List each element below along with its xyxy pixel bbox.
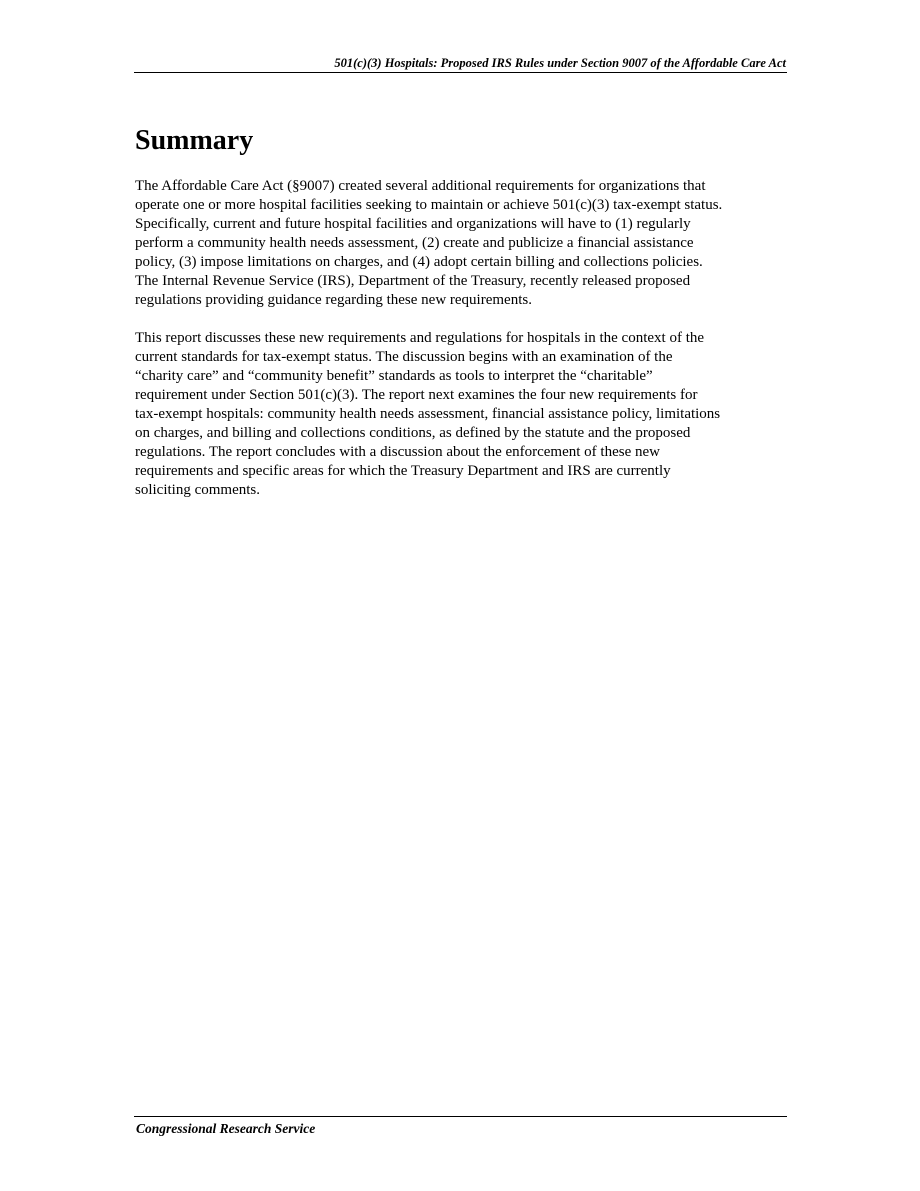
paragraph-line: perform a community health needs assessment, (2) create and publicize a financial assistance [135,235,694,251]
paragraph-line: This report discusses these new requirements and regulations for hospitals in the context of the [135,330,705,346]
paragraph-line: The Affordable Care Act (§9007) created several additional requirements for organizations that [135,178,706,194]
paragraph-line: The Internal Revenue Service (IRS), Department of the Treasury, recently released proposed [135,273,691,289]
paragraph-line: current standards for tax-exempt status. The discussion begins with an examination of the [135,349,673,365]
paragraph-line: regulations. The report concludes with a discussion about the enforcement of these new [135,444,660,460]
paragraph-line: requirements and specific areas for which the Treasury Department and IRS are currently [135,463,671,479]
paragraph-line: regulations providing guidance regarding these new requirements. [135,292,532,308]
summary-paragraph-2 [135,329,795,500]
running-header-title: 501(c)(3) Hospitals: Proposed IRS Rules under Section 9007 of the Affordable Care Act [334,56,786,70]
paragraph-line: Specifically, current and future hospital facilities and organizations will have to (1) regularly [135,216,691,232]
paragraph-line: soliciting comments. [135,482,260,498]
section-title: Summary [135,125,254,156]
footer-divider [134,1116,787,1117]
summary-paragraph-1 [135,177,795,310]
paragraph-line: tax-exempt hospitals: community health needs assessment, financial assistance policy, limitations [135,406,721,422]
paragraph-line: policy, (3) impose limitations on charges, and (4) adopt certain billing and collections policies. [135,254,703,270]
paragraph-line: operate one or more hospital facilities seeking to maintain or achieve 501(c)(3) tax-exempt status. [135,197,723,213]
paragraph-line: “charity care” and “community benefit” standards as tools to interpret the “charitable” [135,368,653,384]
paragraph-line: on charges, and billing and collections conditions, as defined by the statute and the proposed [135,425,691,441]
paragraph-line: requirement under Section 501(c)(3). The report next examines the four new requirements for [135,387,698,403]
header-divider [134,72,787,73]
footer-publisher: Congressional Research Service [136,1121,316,1136]
